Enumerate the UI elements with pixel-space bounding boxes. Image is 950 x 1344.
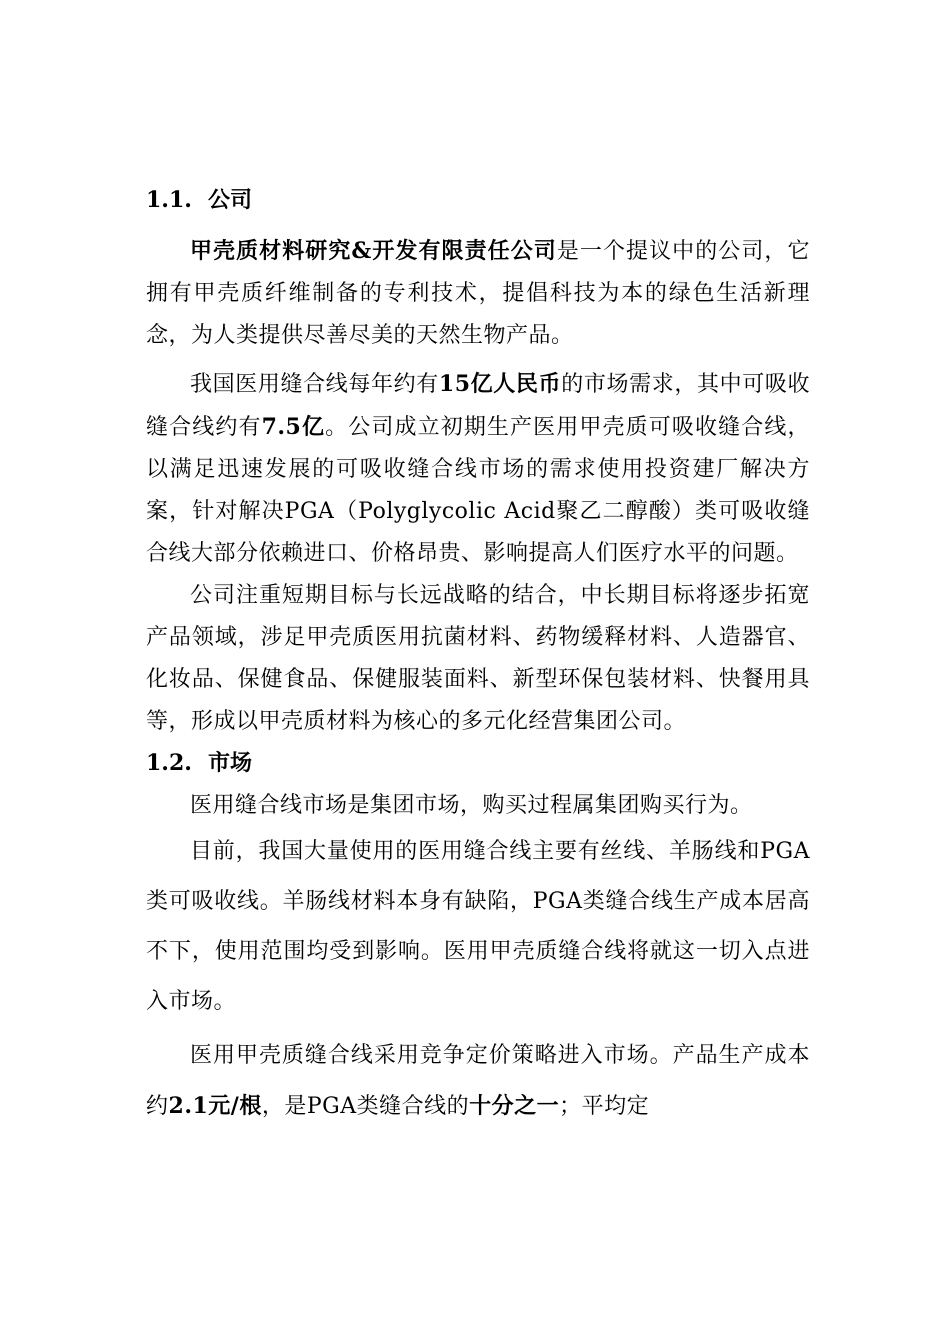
paragraph-market-type (146, 785, 810, 827)
paragraph-company-intro (146, 230, 810, 357)
section-heading-company (146, 180, 810, 220)
paragraph-market-demand (146, 363, 810, 575)
paragraph-text: 。公司成立初期生产医用甲壳质可吸收缝合线，以满足迅速发展的可吸收缝合线市场的需求使用投资建厂解决方案，针对解决PGA（Polyglycolic Acid聚乙二醇酸）类可吸收缝合线大部分依赖进口、价格昂贵、影响提高人们医疗水平的问题。 (146, 415, 810, 566)
paragraph-text: 目前，我国大量使用的医用缝合线主要有丝线、羊肠线和PGA类可吸收线。羊肠线材料本身有缺陷，PGA类缝合线生产成本居高不下，使用范围均受到影响。医用甲壳质缝合线将就这一切入点进入市场。 (146, 839, 810, 1014)
company-name-bold: 甲壳质材料研究&开发有限责任公司 (190, 238, 557, 264)
paragraph-pricing (146, 1031, 810, 1132)
bold-figure-ratio: 十分之一 (469, 1093, 560, 1119)
section-number: 1.2. (146, 750, 192, 776)
section-number: 1.1. (146, 187, 192, 213)
paragraph-text: 公司注重短期目标与长远战略的结合，中长期目标将逐步拓宽产品领域，涉足甲壳质医用抗菌材料、药物缓释材料、人造器官、化妆品、保健食品、保健服装面料、新型环保包装材料、快餐用具等，形成以甲壳质材料为核心的多元化经营集团公司。 (146, 583, 810, 734)
paragraph-text: 的市场需求，其中可吸收缝合线约有 (146, 372, 810, 440)
bold-figure-absorbable: 7.5亿 (261, 414, 326, 440)
paragraph-text: 我国医用缝合线每年约有 (190, 372, 439, 397)
paragraph-text: 医用甲壳质缝合线采用竞争定价策略进入市场。产品生产成本约 (146, 1043, 810, 1119)
section-heading-market (146, 743, 810, 783)
paragraph-current-sutures (146, 827, 810, 1027)
paragraph-text: ；平均定 (559, 1094, 650, 1119)
bold-figure-total: 15亿人民币 (438, 371, 562, 397)
paragraph-text: ，是PGA类缝合线的 (261, 1094, 470, 1119)
paragraph-strategy (146, 575, 810, 743)
section-title: 公司 (207, 187, 252, 213)
bold-figure-cost: 2.1元/根 (168, 1093, 262, 1119)
document-page (146, 180, 810, 1132)
paragraph-text: 是一个提议中的公司，它拥有甲壳质纤维制备的专利技术，提倡科技为本的绿色生活新理念，为人类提供尽善尽美的天然生物产品。 (146, 239, 810, 348)
section-title: 市场 (207, 750, 252, 776)
paragraph-text: 医用缝合线市场是集团市场，购买过程属集团购买行为。 (190, 793, 753, 818)
